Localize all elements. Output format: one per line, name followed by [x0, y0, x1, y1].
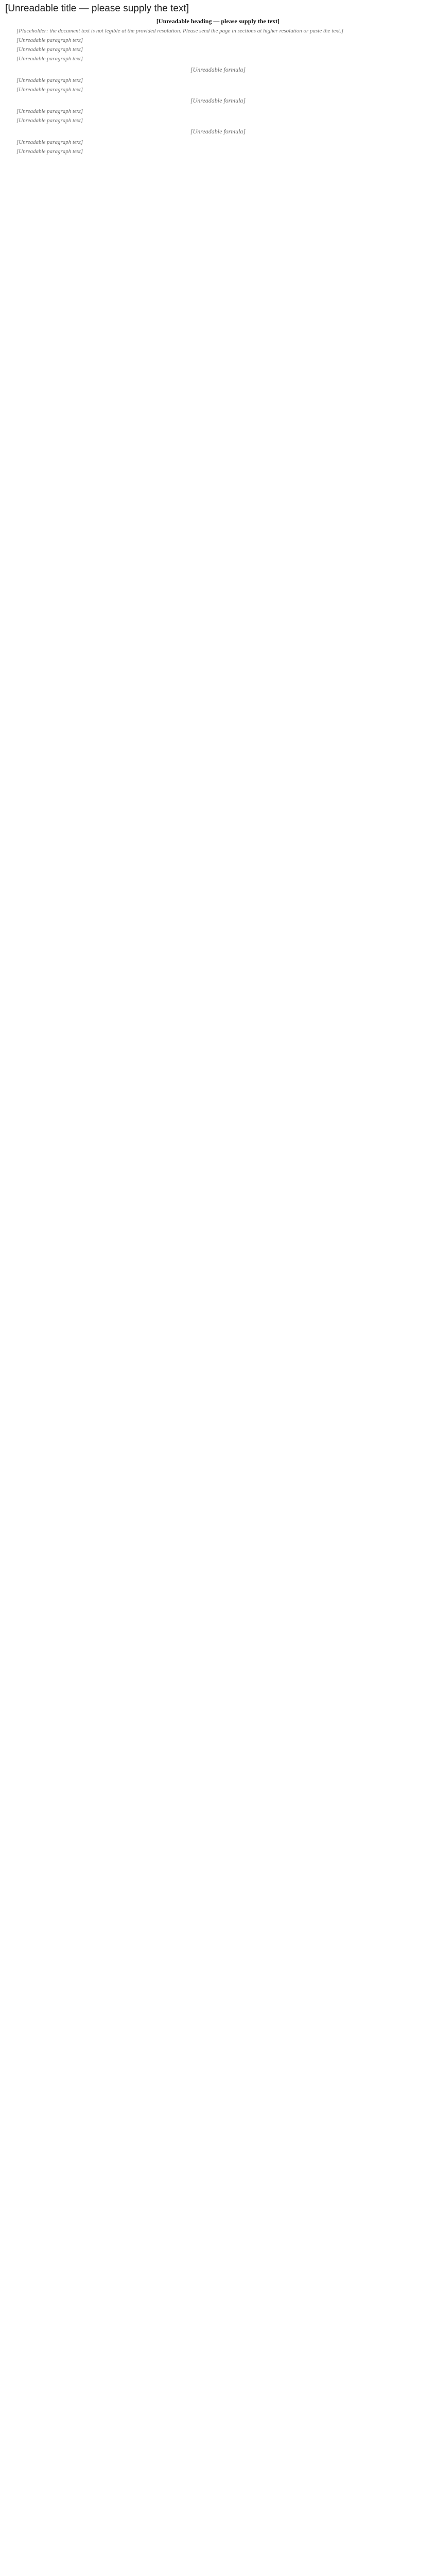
- formula-line: [Unreadable formula]: [190, 66, 246, 73]
- document-heading: [Unreadable heading — please supply the text]: [156, 18, 280, 25]
- paragraph: [Unreadable paragraph text]: [16, 77, 83, 83]
- paragraph: [Unreadable paragraph text]: [16, 148, 83, 155]
- formula-line: [Unreadable formula]: [190, 128, 246, 135]
- paragraph: [Unreadable paragraph text]: [16, 108, 83, 114]
- paragraph: [Unreadable paragraph text]: [16, 139, 83, 145]
- paragraph: [Unreadable paragraph text]: [16, 46, 83, 53]
- paragraph: [Unreadable paragraph text]: [16, 87, 83, 93]
- document-body: [5, 27, 431, 156]
- document-title: [Unreadable title — please supply the text]: [5, 3, 189, 14]
- placeholder-notice: [Placeholder: the document text is not legible at the provided resolution. Please send the page in sections at higher resolution or paste the text.]: [16, 28, 344, 34]
- paragraph: [Unreadable paragraph text]: [16, 37, 83, 43]
- formula-line: [Unreadable formula]: [190, 97, 246, 104]
- paragraph: [Unreadable paragraph text]: [16, 117, 83, 124]
- paragraph: [Unreadable paragraph text]: [16, 56, 83, 62]
